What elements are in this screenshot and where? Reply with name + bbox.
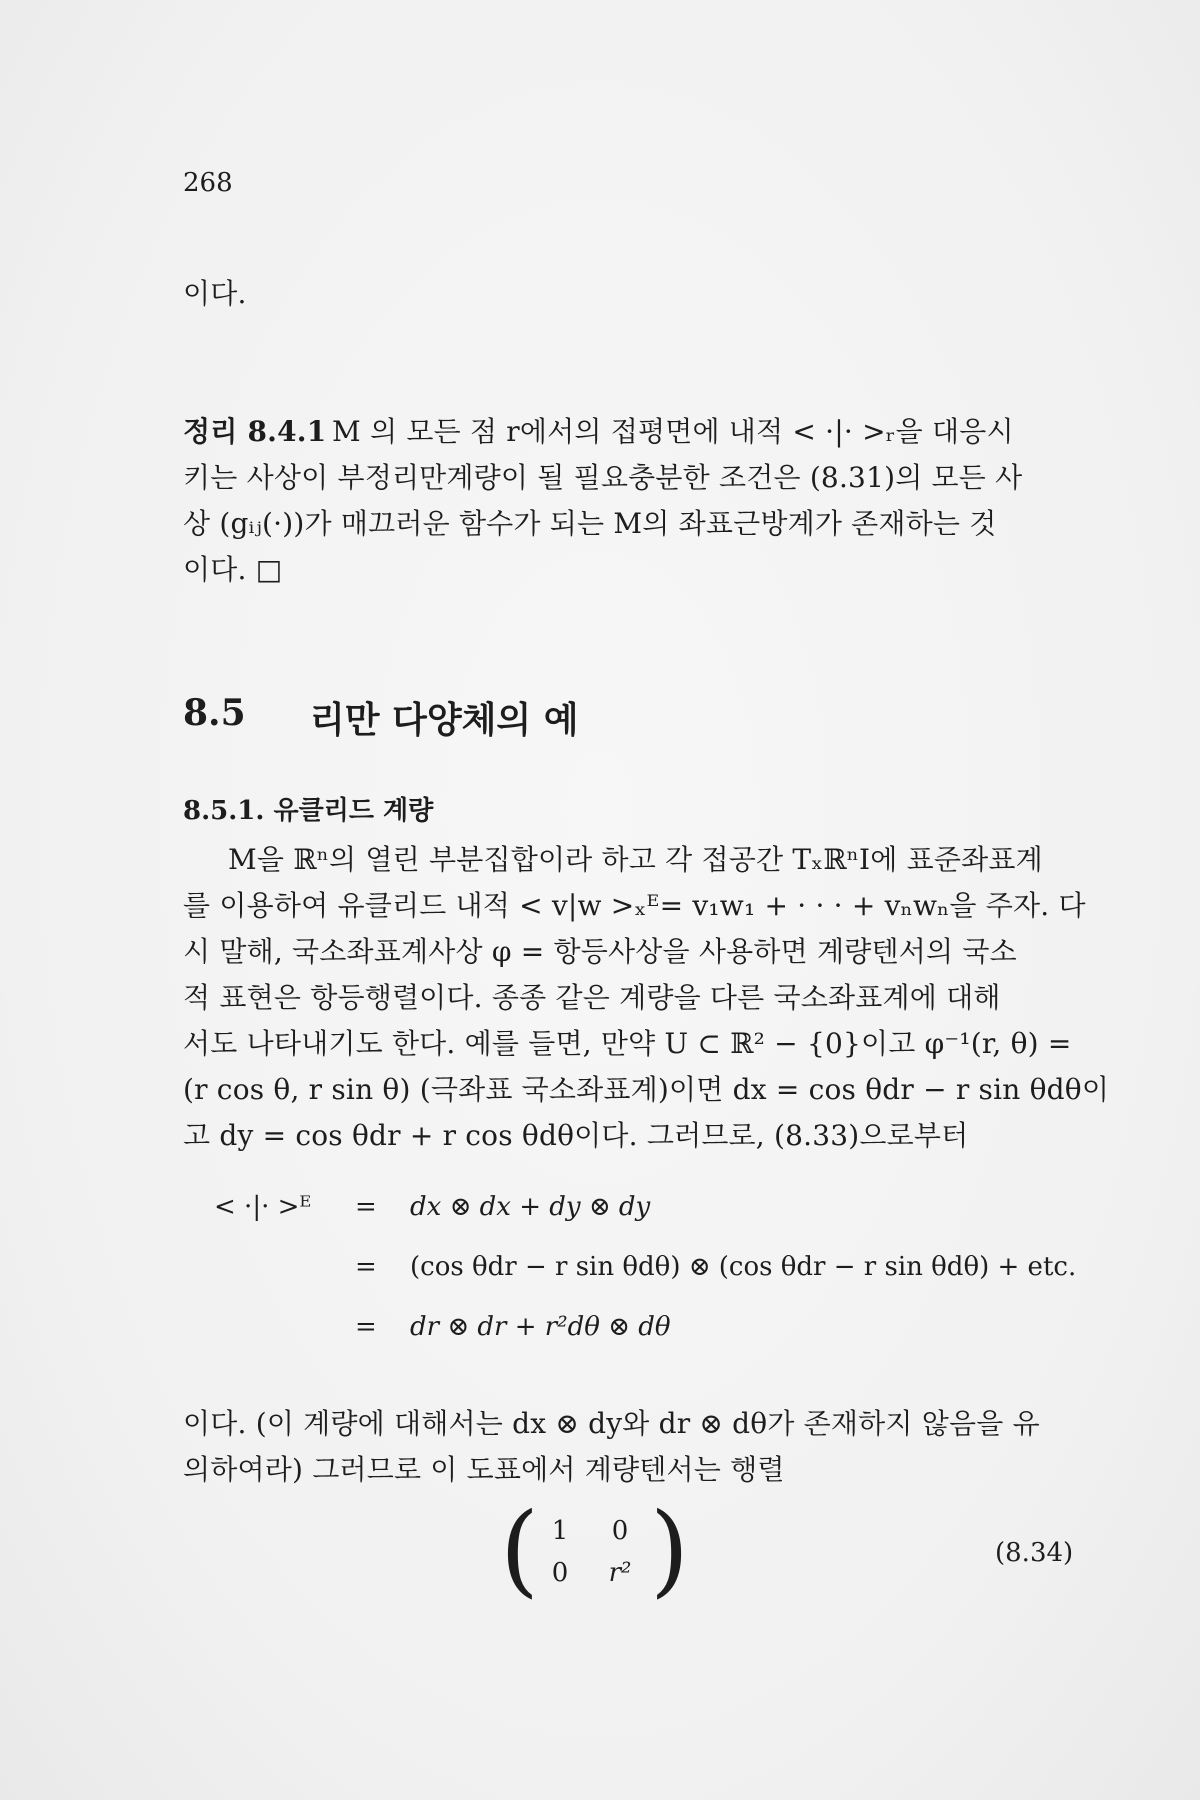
page-number: 268 xyxy=(183,168,233,198)
theorem-line: M 의 모든 점 r에서의 접평면에 내적 < ·|· >ᵣ을 대응시 xyxy=(332,415,1014,448)
paragraph-line: 서도 나타내기도 한다. 예를 들면, 만약 U ⊂ ℝ² − {0}이고 φ⁻¹(r, θ) = xyxy=(183,1027,1072,1060)
theorem-line: 상 (gᵢⱼ(·))가 매끄러운 함수가 되는 M의 좌표근방계가 존재하는 것 xyxy=(183,507,997,540)
paragraph-line: 의하여라) 그러므로 이 도표에서 계량텐서는 행렬 xyxy=(183,1453,785,1486)
equation-lhs: < ·|· >ᴱ xyxy=(214,1192,312,1222)
paragraph-line: 시 말해, 국소좌표계사상 φ = 항등사상을 사용하면 계량텐서의 국소 xyxy=(183,935,1017,968)
equation-row: dr ⊗ dr + r²dθ ⊗ dθ xyxy=(410,1312,671,1342)
theorem-line: 이다. □ xyxy=(183,553,283,586)
theorem-label: 정리 8.4.1 xyxy=(183,415,327,448)
matrix-cell: r² xyxy=(608,1558,632,1588)
matrix-cell: 0 xyxy=(611,1516,629,1546)
section-title: 리만 다양체의 예 xyxy=(310,699,579,741)
equation-number: (8.34) xyxy=(995,1538,1074,1568)
metric-matrix xyxy=(500,1491,700,1610)
equation-relation: = xyxy=(355,1192,377,1222)
subsection-title: 8.5.1. 유클리드 계량 xyxy=(183,796,434,826)
matrix-cell: 0 xyxy=(551,1558,569,1588)
paragraph-line: 이다. (이 계량에 대해서는 dx ⊗ dy와 dr ⊗ dθ가 존재하지 않음을 유 xyxy=(183,1407,1040,1440)
equation-row: dx ⊗ dx + dy ⊗ dy xyxy=(410,1192,651,1222)
equation-row: (cos θdr − r sin θdθ) ⊗ (cos θdr − r sin θdθ) + etc. xyxy=(410,1252,1077,1282)
section-number: 8.5 xyxy=(183,692,246,734)
intro-tail: 이다. xyxy=(183,277,247,310)
paragraph-line: 적 표현은 항등행렬이다. 종종 같은 계량을 다른 국소좌표계에 대해 xyxy=(183,981,1001,1014)
equation-relation: = xyxy=(355,1252,377,1282)
paragraph-line: 를 이용하여 유클리드 내적 < v|w >ₓᴱ= v₁w₁ + · · · + vₙwₙ을 주자. 다 xyxy=(183,889,1086,922)
matrix-cell: 1 xyxy=(551,1516,569,1546)
paragraph-line: (r cos θ, r sin θ) (극좌표 국소좌표계)이면 dx = cos θdr − r sin θdθ이 xyxy=(183,1073,1110,1106)
left-parenthesis: ( xyxy=(500,1491,540,1608)
theorem-line: 키는 사상이 부정리만계량이 될 필요충분한 조건은 (8.31)의 모든 사 xyxy=(183,461,1023,494)
paragraph-line: M을 ℝⁿ의 열린 부분집합이라 하고 각 접공간 TₓℝⁿI에 표준좌표계 xyxy=(228,843,1043,876)
equation-relation: = xyxy=(355,1312,377,1342)
paragraph-line: 고 dy = cos θdr + r cos θdθ이다. 그러므로, (8.33)으로부터 xyxy=(183,1119,969,1152)
right-parenthesis: ) xyxy=(650,1491,690,1608)
